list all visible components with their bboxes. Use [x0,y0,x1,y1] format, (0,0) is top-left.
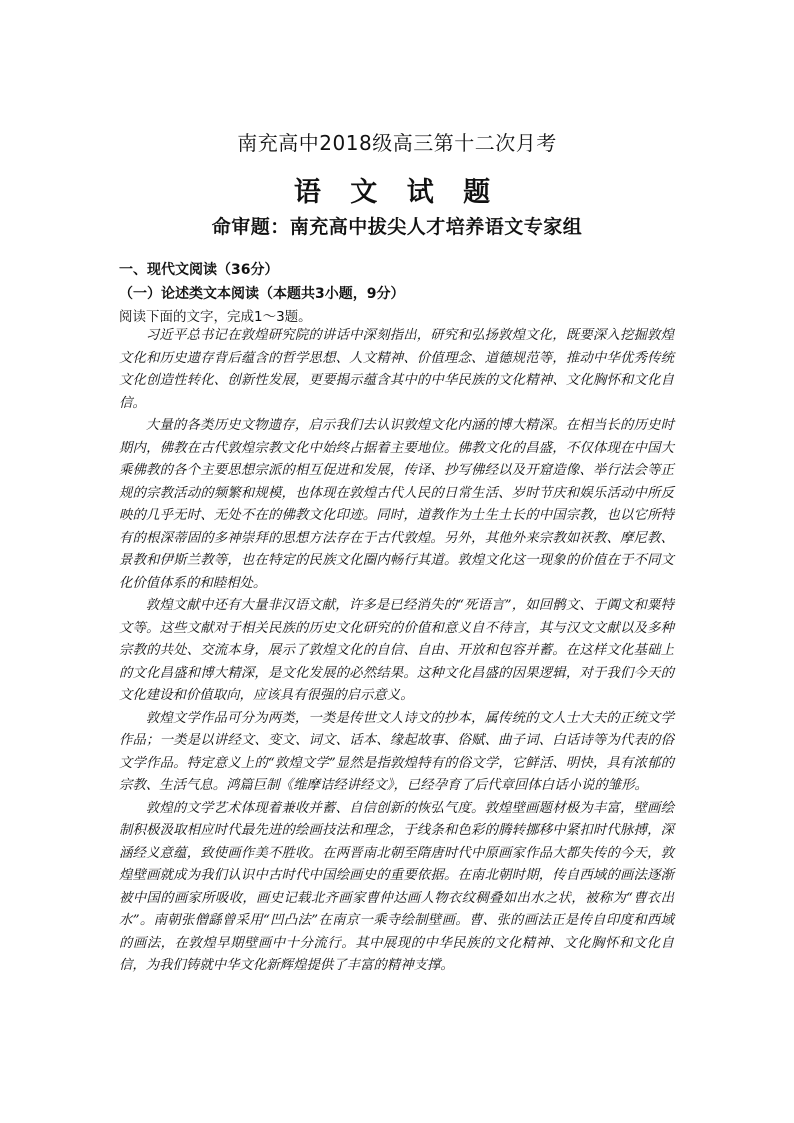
section-subheading: （一）论述类文本阅读（本题共3小题，9分） [119,286,405,302]
passage-paragraph-1: 习近平总书记在敦煌研究院的讲话中深刻指出，研究和弘扬敦煌文化，既要深入挖掘敦煌文化和历史遗存背后蕴含的哲学思想、人文精神、价值理念、道德规范等，推动中华优秀传统文化创造性转化、创新性发展，更要揭示蕴含其中的中华民族的文化精神、文化胸怀和文化自信。 [119,328,674,411]
passage-paragraph-5: 敦煌的文学艺术体现着兼收并蓄、自信创新的恢弘气度。敦煌壁画题材极为丰富，壁画绘制积极汲取相应时代最先进的绘画技法和理念，于线条和色彩的腾转挪移中紧扣时代脉搏，深涵经义意蕴，致使画作美不胜收。在两晋南北朝至隋唐时代中原画家作品大都失传的今天，敦煌壁画就成为我们认识中古时代中国绘画史的重要依据。在南北朝时期，传自西域的画法逐渐被中国的画家所吸收，画史记载北齐画家曹仲达画人物衣纹稠叠如出水之状，被称为“曹衣出水”。南朝张僧繇曾采用“凹凸法”在南京一乘寺绘制壁画。曹、张的画法正是传自印度和西域的画法，在敦煌早期壁画中十分流行。其中展现的中华民族的文化精神、文化胸怀和文化自信，为我们铸就中华文化新辉煌提供了丰富的精神支撑。 [119,800,674,973]
subject-title: 语 文 试 题 [293,177,501,208]
passage-paragraph-2: 大量的各类历史文物遗存，启示我们去认识敦煌文化内涵的博大精深。在相当长的历史时期内，佛教在古代敦煌宗教文化中始终占据着主要地位。佛教文化的昌盛，不仅体现在中国大乘佛教的各个主要思想宗派的相互促进和发展，传译、抄写佛经以及开窟造像、举行法会等正规的宗教活动的频繁和规模，也体现在敦煌古代人民的日常生活、岁时节庆和娱乐活动中所反映的几乎无时、无处不在的佛教文化印迹。同时，道教作为土生土长的中国宗教，也以它所特有的根深蒂固的多神崇拜的思想方法存在于古代敦煌。另外，其他外来宗教如祆教、摩尼教、景教和伊斯兰教等，也在特定的民族文化圈内畅行其道。敦煌文化这一现象的价值在于不同文化价值体系的和睦相处。 [119,418,674,591]
passage-paragraph-4: 敦煌文学作品可分为两类，一类是传世文人诗文的抄本，属传统的文人士大夫的正统文学作品；一类是以讲经文、变文、词文、话本、缘起故事、俗赋、曲子词、白话诗等为代表的俗文学作品。特定意义上的“敦煌文学”显然是指敦煌特有的俗文学，它鲜活、明快，具有浓郁的宗教、生活气息。鸿篇巨制《维摩诘经讲经文》，已经孕育了后代章回体白话小说的雏形。 [119,710,674,793]
section-heading: 一、现代文阅读（36分） [119,262,279,278]
exam-title: 南充高中2018级高三第十二次月考 [237,131,557,155]
reading-instruction: 阅读下面的文字，完成1～3题。 [119,309,312,325]
passage-paragraph-3: 敦煌文献中还有大量非汉语文献，许多是已经消失的“死语言”，如回鹘文、于阗文和粟特文等。这些文献对于相关民族的历史文化研究的价值和意义自不待言，其与汉文文献以及多种宗教的共处、交流本身，展示了敦煌文化的自信、自由、开放和包容并蓄。在这样文化基础上的文化昌盛和博大精深，是文化发展的必然结果。这种文化昌盛的因果逻辑，对于我们今天的文化建设和价值取向，应该具有很强的启示意义。 [119,598,674,703]
setter-line: 命审题：南充高中拔尖人才培养语文专家组 [211,216,583,238]
passage-body [119,325,674,978]
